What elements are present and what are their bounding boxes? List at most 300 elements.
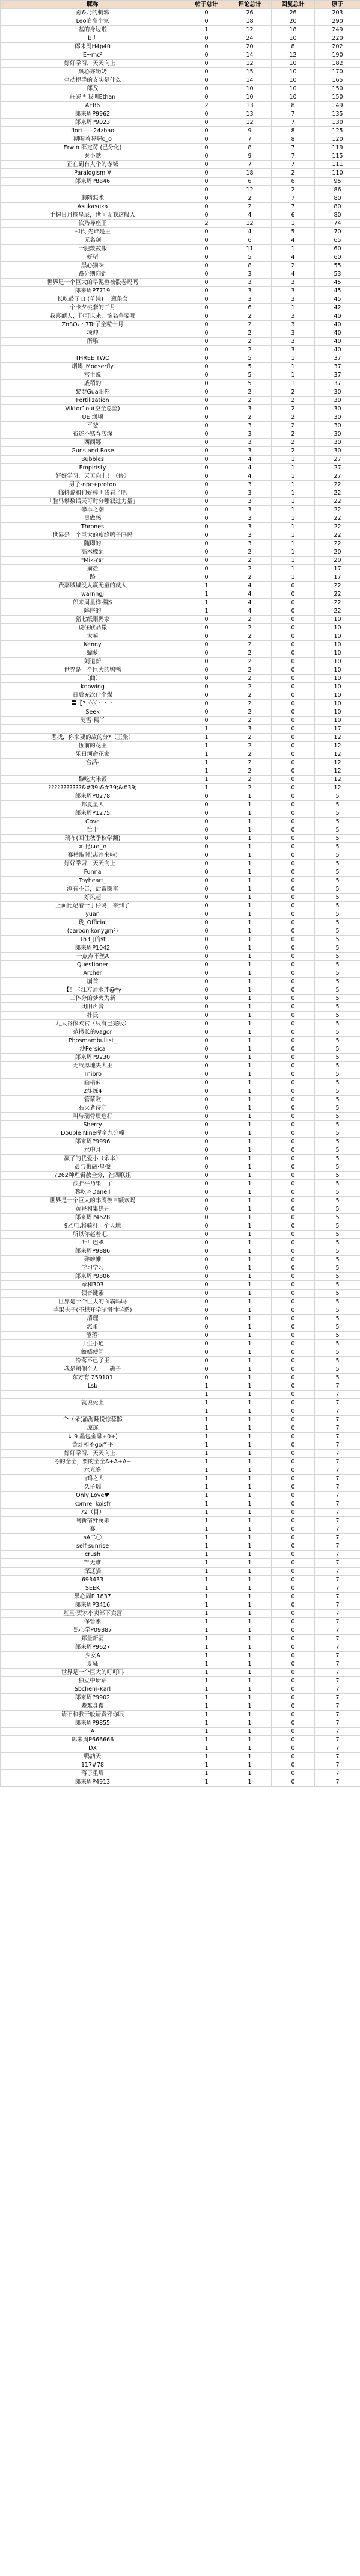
cell-reply-total: 2 (272, 439, 315, 447)
cell-reply-total: 3 (272, 279, 315, 287)
table-row (1, 1576, 360, 1584)
cell-reply-total: 0 (272, 1113, 315, 1121)
cell-post-total: 0 (185, 1205, 228, 1214)
cell-post-total: 0 (185, 1315, 228, 1323)
cell-nickname: b丿 (1, 34, 185, 43)
cell-post-total: 1 (185, 1433, 228, 1441)
cell-atoms: 70 (315, 228, 360, 236)
table-row (1, 809, 360, 818)
table-row (1, 397, 360, 405)
cell-post-total: 0 (185, 1256, 228, 1264)
cell-reply-total: 0 (272, 1273, 315, 1281)
cell-atoms: 7 (315, 1509, 360, 1517)
cell-reply-total: 0 (272, 1500, 315, 1509)
cell-nickname: crush (1, 1551, 185, 1559)
cell-post-total: 0 (185, 51, 228, 60)
cell-post-total: 0 (185, 68, 228, 76)
cell-nickname: 72（目） (1, 1509, 185, 1517)
cell-reply-total: 0 (272, 902, 315, 910)
cell-nickname: 临抖说和狗好棒叫我看了吧 (1, 489, 185, 498)
cell-post-total: 0 (185, 1172, 228, 1180)
cell-atoms: 165 (315, 76, 360, 85)
cell-post-total: 0 (185, 211, 228, 220)
cell-post-total: 0 (185, 338, 228, 346)
cell-post-total: 0 (185, 902, 228, 910)
cell-comment-total: 1 (228, 1020, 272, 1028)
table-row (1, 1104, 360, 1113)
table-row (1, 110, 360, 119)
cell-post-total: 0 (185, 877, 228, 885)
cell-reply-total: 0 (272, 691, 315, 700)
cell-atoms: 7 (315, 1466, 360, 1475)
cell-post-total: 0 (185, 186, 228, 194)
cell-post-total: 0 (185, 944, 228, 953)
cell-reply-total: 0 (272, 1247, 315, 1256)
cell-nickname: Cove (1, 818, 185, 826)
cell-post-total: 1 (185, 1416, 228, 1424)
cell-atoms: 74 (315, 220, 360, 228)
cell-reply-total: 0 (272, 1551, 315, 1559)
cell-nickname: 清理 (1, 1315, 185, 1323)
cell-comment-total: 1 (228, 1298, 272, 1306)
cell-atoms: 7 (315, 1593, 360, 1601)
cell-atoms: 7 (315, 1382, 360, 1391)
cell-comment-total: 1 (228, 1028, 272, 1037)
cell-nickname (1, 1391, 185, 1399)
cell-post-total: 0 (185, 405, 228, 413)
cell-nickname: 少女A (1, 1652, 185, 1660)
cell-comment-total: 1 (228, 1306, 272, 1315)
cell-comment-total: 2 (228, 700, 272, 708)
cell-nickname: 蘑隋悪术 (1, 194, 185, 203)
cell-nickname: 黑心周P 1837 (1, 1593, 185, 1601)
table-row (1, 413, 360, 422)
cell-post-total: 0 (185, 76, 228, 85)
cell-nickname: 乐日河命花家 (1, 750, 185, 759)
cell-nickname: 三体分的梦火为新 (1, 995, 185, 1003)
cell-comment-total: 1 (228, 1660, 272, 1669)
cell-comment-total: 2 (228, 548, 272, 557)
table-row (1, 498, 360, 506)
cell-atoms: 27 (315, 456, 360, 464)
cell-reply-total: 0 (272, 1054, 315, 1062)
cell-post-total: 1 (185, 784, 228, 792)
cell-nickname: 黄灯和不go严平 (1, 1441, 185, 1450)
cell-nickname: E~mc² (1, 51, 185, 60)
cell-nickname: 基的身边啦 (1, 26, 185, 34)
cell-comment-total: 2 (228, 413, 272, 422)
table-row (1, 178, 360, 186)
cell-nickname: 苹果夫子(不想开学制滑性学系) (1, 1306, 185, 1315)
cell-post-total: 0 (185, 1298, 228, 1306)
cell-comment-total: 1 (228, 1694, 272, 1702)
cell-reply-total: 0 (272, 927, 315, 936)
cell-comment-total: 1 (228, 843, 272, 851)
cell-reply-total: 10 (272, 60, 315, 68)
cell-nickname: 9乙电,将骑打一个天地 (1, 1222, 185, 1231)
cell-reply-total: 0 (272, 1340, 315, 1348)
cell-comment-total: 1 (228, 1778, 272, 1787)
cell-atoms: 37 (315, 371, 360, 380)
table-row (1, 708, 360, 717)
table-row (1, 135, 360, 144)
cell-reply-total: 1 (272, 304, 315, 312)
cell-reply-total: 0 (272, 1433, 315, 1441)
cell-nickname: 学习学习 (1, 1264, 185, 1273)
cell-atoms: 5 (315, 969, 360, 978)
cell-nickname: 郎来周P9627 (1, 1643, 185, 1652)
cell-atoms: 7 (315, 1685, 360, 1694)
header-atoms: 原子 (315, 1, 360, 9)
table-row (1, 514, 360, 523)
cell-comment-total: 2 (228, 776, 272, 784)
cell-nickname: 西西娜 (1, 439, 185, 447)
cell-nickname (1, 1407, 185, 1416)
cell-reply-total: 0 (272, 826, 315, 835)
cell-nickname: 男子-npc+proton (1, 481, 185, 489)
cell-atoms: 5 (315, 1290, 360, 1298)
cell-atoms: 7 (315, 1399, 360, 1407)
cell-comment-total: 1 (228, 944, 272, 953)
cell-atoms: 5 (315, 1172, 360, 1180)
cell-post-total: 0 (185, 1214, 228, 1222)
cell-comment-total: 1 (228, 1635, 272, 1643)
table-row (1, 590, 360, 599)
cell-atoms: 17 (315, 565, 360, 573)
cell-atoms: 22 (315, 531, 360, 540)
cell-atoms: 7 (315, 1551, 360, 1559)
cell-reply-total: 0 (272, 599, 315, 607)
cell-post-total: 0 (185, 531, 228, 540)
table-row (1, 540, 360, 548)
cell-comment-total: 1 (228, 809, 272, 818)
cell-reply-total: 10 (272, 85, 315, 93)
cell-atoms: 7 (315, 1433, 360, 1441)
cell-comment-total: 1 (228, 1719, 272, 1728)
cell-comment-total: 1 (228, 1744, 272, 1753)
cell-reply-total: 10 (272, 76, 315, 85)
cell-post-total: 1 (185, 1728, 228, 1736)
cell-nickname: 郎来周H4p40 (1, 43, 185, 51)
cell-nickname: ×.昆ω∩_∩ (1, 843, 185, 851)
cell-atoms: 5 (315, 1155, 360, 1163)
cell-post-total: 0 (185, 270, 228, 279)
cell-post-total: 0 (185, 514, 228, 523)
table-row (1, 607, 360, 616)
cell-nickname: 沙胖平乃果回了 (1, 1180, 185, 1188)
table-row (1, 1652, 360, 1660)
table-row (1, 1197, 360, 1205)
cell-post-total: 0 (185, 43, 228, 51)
cell-nickname: 郎来周星样-魏$ (1, 599, 185, 607)
cell-comment-total: 1 (228, 868, 272, 877)
cell-post-total: 0 (185, 1113, 228, 1121)
cell-post-total: 1 (185, 1407, 228, 1416)
cell-comment-total: 1 (228, 986, 272, 995)
cell-comment-total: 2 (228, 784, 272, 792)
cell-post-total: 0 (185, 1239, 228, 1247)
cell-nickname: 冷落不已了王 (1, 1357, 185, 1365)
cell-atoms: 249 (315, 26, 360, 34)
cell-nickname: 所以你赵着吧， (1, 1231, 185, 1239)
cell-atoms: 10 (315, 658, 360, 666)
cell-atoms: 5 (315, 1129, 360, 1138)
cell-reply-total: 0 (272, 1407, 315, 1416)
cell-post-total: 1 (185, 1483, 228, 1492)
cell-nickname: 正在到有人个的赤城 (1, 161, 185, 169)
table-row (1, 1163, 360, 1172)
cell-atoms: 5 (315, 1163, 360, 1172)
cell-post-total: 1 (185, 1576, 228, 1584)
cell-atoms: 5 (315, 1298, 360, 1306)
cell-comment-total: 2 (228, 388, 272, 397)
cell-nickname: 画稿萝 (1, 1079, 185, 1087)
cell-nickname: SEEK (1, 1584, 185, 1593)
cell-atoms: 7 (315, 1584, 360, 1593)
cell-atoms: 7 (315, 1391, 360, 1399)
cell-atoms: 65 (315, 236, 360, 245)
cell-atoms: 7 (315, 1669, 360, 1677)
cell-post-total: 1 (185, 1441, 228, 1450)
table-row (1, 447, 360, 456)
cell-atoms: 150 (315, 93, 360, 102)
cell-nickname: 个（朵(涌海翻悦惊蕊鹊 (1, 1416, 185, 1424)
table-row (1, 801, 360, 809)
table-row (1, 641, 360, 649)
cell-post-total: 0 (185, 666, 228, 675)
cell-comment-total: 1 (228, 1424, 272, 1433)
cell-reply-total: 1 (272, 489, 315, 498)
cell-reply-total: 2 (272, 169, 315, 178)
cell-reply-total: 7 (272, 119, 315, 127)
cell-reply-total: 0 (272, 851, 315, 860)
cell-reply-total: 0 (272, 1492, 315, 1500)
table-row (1, 523, 360, 531)
cell-comment-total: 1 (228, 851, 272, 860)
cell-nickname: 郎来周P7719 (1, 287, 185, 295)
cell-atoms: 7 (315, 1483, 360, 1492)
cell-reply-total: 1 (272, 472, 315, 481)
cell-atoms: 7 (315, 1610, 360, 1618)
table-row (1, 439, 360, 447)
cell-reply-total: 2 (272, 430, 315, 439)
table-row (1, 1306, 360, 1315)
cell-atoms: 5 (315, 1306, 360, 1315)
cell-reply-total: 0 (272, 1424, 315, 1433)
cell-comment-total: 2 (228, 203, 272, 211)
cell-comment-total: 6 (228, 178, 272, 186)
cell-atoms: 125 (315, 127, 360, 135)
cell-nickname: ???????????&#39;&#39;&#39; (1, 784, 185, 792)
cell-atoms: 7 (315, 1635, 360, 1643)
cell-comment-total: 3 (228, 540, 272, 548)
cell-nickname: 路分期向锦 (1, 270, 185, 279)
cell-reply-total: 0 (272, 961, 315, 969)
cell-reply-total: 12 (272, 51, 315, 60)
table-row (1, 742, 360, 750)
cell-reply-total: 0 (272, 1744, 315, 1753)
cell-comment-total: 12 (228, 26, 272, 34)
cell-atoms: 5 (315, 877, 360, 885)
cell-post-total: 0 (185, 919, 228, 927)
cell-post-total: 1 (185, 1551, 228, 1559)
cell-nickname: 崩首 (1, 978, 185, 986)
cell-post-total: 0 (185, 354, 228, 363)
table-row (1, 1492, 360, 1500)
cell-nickname: 黄昼和集热开 (1, 1205, 185, 1214)
cell-post-total: 1 (185, 1525, 228, 1534)
table-row (1, 784, 360, 792)
cell-post-total: 0 (185, 1163, 228, 1172)
cell-atoms: 7 (315, 1416, 360, 1424)
cell-atoms: 5 (315, 1104, 360, 1113)
cell-post-total: 0 (185, 826, 228, 835)
cell-nickname: 所雕 (1, 338, 185, 346)
table-row (1, 1382, 360, 1391)
table-row (1, 1264, 360, 1273)
cell-nickname: sA二〇 (1, 1534, 185, 1542)
cell-comment-total: 4 (228, 472, 272, 481)
table-row (1, 422, 360, 430)
cell-reply-total: 0 (272, 894, 315, 902)
cell-atoms: 27 (315, 472, 360, 481)
cell-comment-total: 9 (228, 127, 272, 135)
cell-comment-total: 1 (228, 1172, 272, 1180)
cell-nickname: 沙Persica (1, 1045, 185, 1054)
cell-atoms: 22 (315, 590, 360, 599)
cell-post-total: 0 (185, 329, 228, 338)
cell-nickname: 路 (1, 573, 185, 582)
table-row (1, 1172, 360, 1180)
cell-comment-total: 1 (228, 961, 272, 969)
table-row (1, 43, 360, 51)
cell-atoms: 5 (315, 1231, 360, 1239)
cell-nickname: 693433 (1, 1576, 185, 1584)
cell-post-total: 0 (185, 1365, 228, 1374)
cell-reply-total: 0 (272, 1677, 315, 1685)
table-row (1, 481, 360, 489)
cell-reply-total: 1 (272, 523, 315, 531)
cell-comment-total: 1 (228, 1492, 272, 1500)
cell-atoms: 7 (315, 1626, 360, 1635)
cell-nickname: flori——24zhao (1, 127, 185, 135)
cell-nickname: self sunrise (1, 1542, 185, 1551)
cell-reply-total: 1 (272, 220, 315, 228)
cell-post-total: 0 (185, 1281, 228, 1290)
table-row (1, 1113, 360, 1121)
cell-reply-total: 4 (272, 253, 315, 262)
cell-post-total: 1 (185, 1702, 228, 1711)
cell-atoms: 22 (315, 582, 360, 590)
cell-reply-total: 0 (272, 1239, 315, 1247)
cell-nickname: 无名剑 (1, 236, 185, 245)
cell-atoms: 10 (315, 666, 360, 675)
cell-atoms: 5 (315, 1020, 360, 1028)
cell-nickname: 山鸡之人 (1, 1475, 185, 1483)
table-row (1, 1761, 360, 1770)
cell-comment-total: 1 (228, 1761, 272, 1770)
cell-nickname: 派蛋 (1, 1323, 185, 1332)
cell-atoms: 5 (315, 792, 360, 801)
cell-nickname: 鸭詰天 (1, 1753, 185, 1761)
cell-atoms: 12 (315, 767, 360, 776)
cell-comment-total: 8 (228, 144, 272, 152)
cell-nickname: 2炸炼4 (1, 1087, 185, 1096)
cell-atoms: 5 (315, 1239, 360, 1247)
cell-nickname: 世界是一个巨大的丰鹰被自额欢吗 (1, 1197, 185, 1205)
cell-reply-total: 1 (272, 380, 315, 388)
cell-nickname: Lsb (1, 1382, 185, 1391)
cell-reply-total: 3 (272, 321, 315, 329)
table-row (1, 969, 360, 978)
table-row (1, 169, 360, 178)
cell-atoms: 5 (315, 1197, 360, 1205)
cell-comment-total: 2 (228, 717, 272, 725)
cell-atoms: 12 (315, 784, 360, 792)
cell-nickname: 郎孜 (1, 85, 185, 93)
table-row (1, 1146, 360, 1155)
cell-atoms: 17 (315, 725, 360, 734)
cell-reply-total: 1 (272, 464, 315, 472)
cell-comment-total: 1 (228, 1197, 272, 1205)
table-row (1, 1711, 360, 1719)
cell-post-total: 0 (185, 1062, 228, 1070)
cell-comment-total: 1 (228, 1281, 272, 1290)
cell-atoms: 10 (315, 683, 360, 691)
cell-post-total: 0 (185, 548, 228, 557)
cell-reply-total: 3 (272, 312, 315, 321)
cell-atoms: 5 (315, 868, 360, 877)
cell-comment-total: 2 (228, 666, 272, 675)
cell-nickname: 郎来周P9886 (1, 1247, 185, 1256)
cell-reply-total: 0 (272, 1180, 315, 1188)
cell-atoms: 5 (315, 1315, 360, 1323)
cell-atoms: 40 (315, 338, 360, 346)
cell-post-total: 0 (185, 683, 228, 691)
table-row (1, 1332, 360, 1340)
cell-comment-total: 1 (228, 1475, 272, 1483)
cell-post-total: 0 (185, 169, 228, 178)
cell-atoms: 10 (315, 708, 360, 717)
table-row (1, 1374, 360, 1382)
cell-post-total: 1 (185, 1719, 228, 1728)
table-row (1, 9, 360, 17)
cell-reply-total: 4 (272, 270, 315, 279)
cell-comment-total: 1 (228, 1542, 272, 1551)
cell-comment-total: 1 (228, 1121, 272, 1129)
cell-comment-total: 1 (228, 1618, 272, 1626)
table-row (1, 691, 360, 700)
cell-atoms: 22 (315, 599, 360, 607)
cell-comment-total: 4 (228, 456, 272, 464)
cell-nickname: 筐十 (1, 826, 185, 835)
cell-post-total: 0 (185, 110, 228, 119)
cell-post-total: 2 (185, 102, 228, 110)
cell-nickname: 郎来周P4628 (1, 1214, 185, 1222)
cell-reply-total: 0 (272, 1450, 315, 1458)
cell-nickname: 叶！巴·ß (1, 1239, 185, 1247)
cell-reply-total: 0 (272, 1129, 315, 1138)
cell-reply-total: 2 (272, 186, 315, 194)
cell-comment-total: 4 (228, 211, 272, 220)
cell-comment-total: 1 (228, 1138, 272, 1146)
cell-atoms: 22 (315, 523, 360, 531)
table-row (1, 894, 360, 902)
cell-atoms: 5 (315, 843, 360, 851)
cell-nickname: 蛟嫣使问 (1, 1348, 185, 1357)
cell-comment-total: 1 (228, 1012, 272, 1020)
cell-post-total: 0 (185, 1129, 228, 1138)
